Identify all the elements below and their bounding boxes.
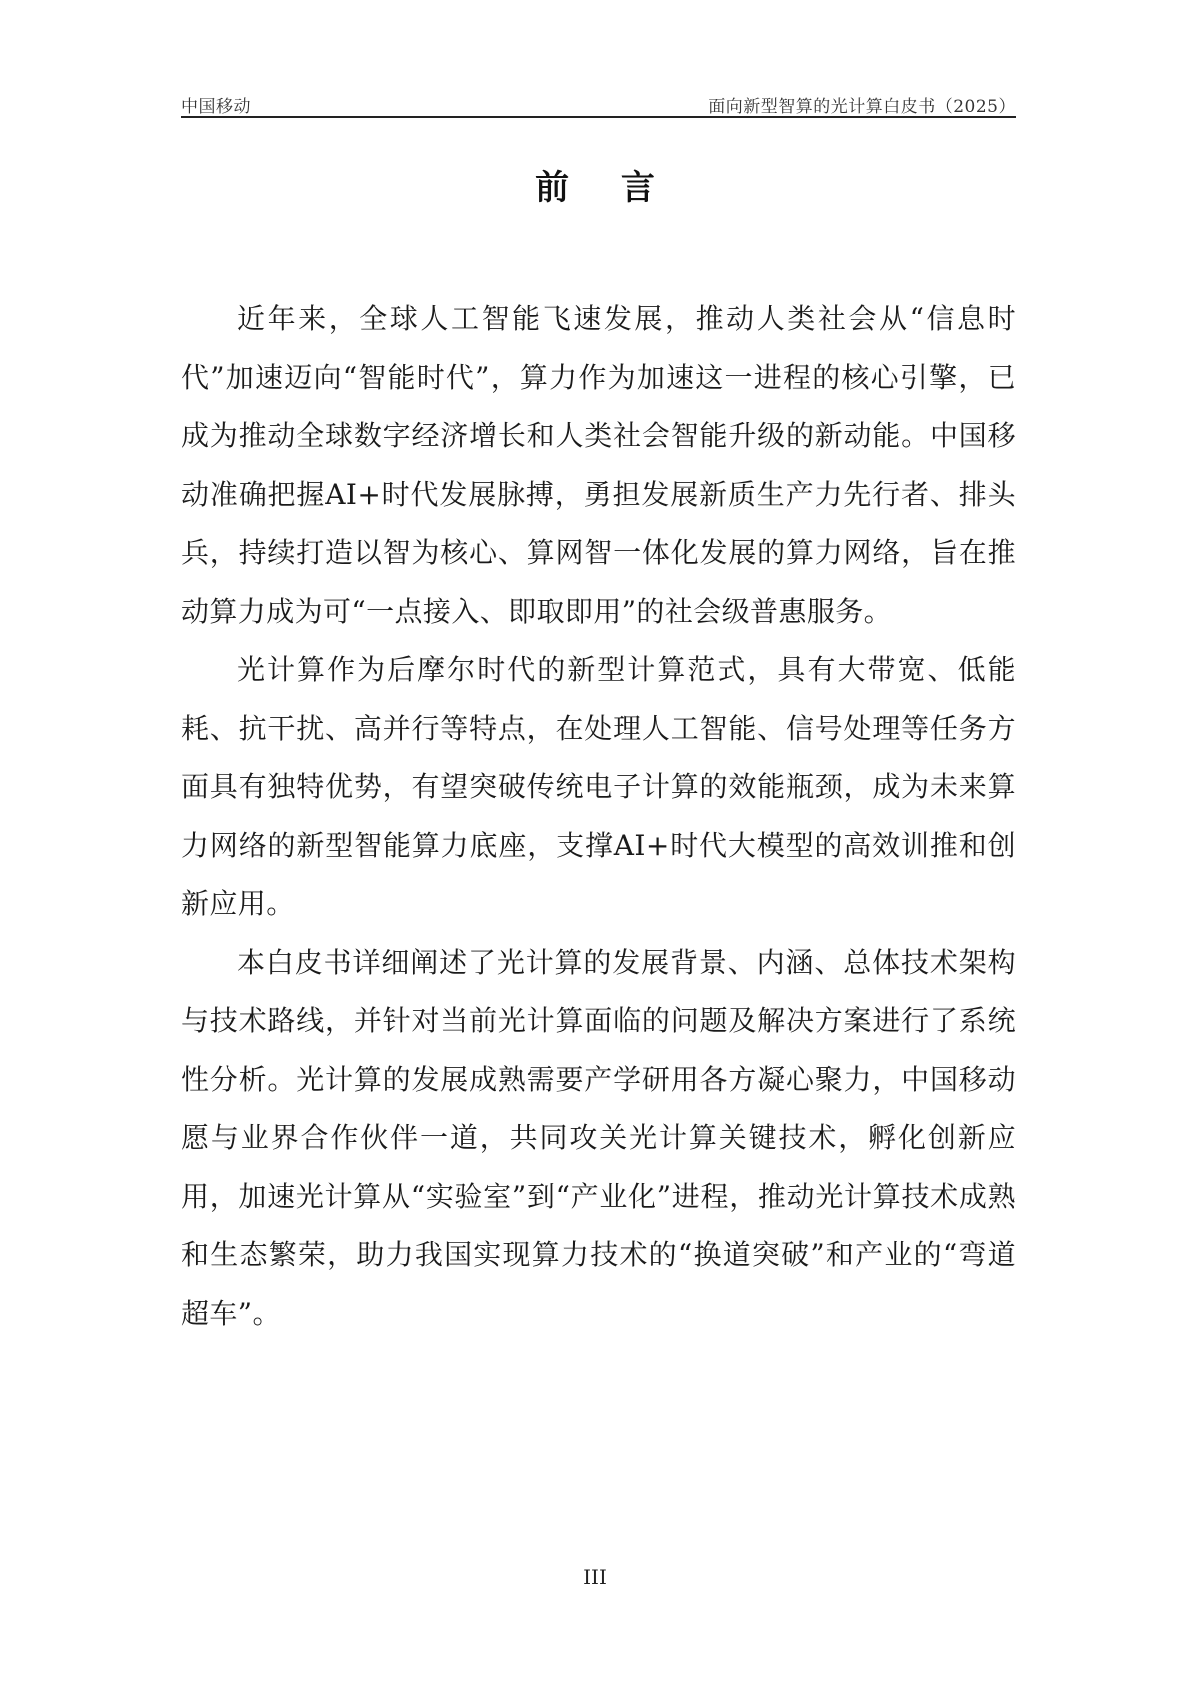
page-number: III <box>583 1565 607 1589</box>
preface-paragraph-1: 近年来，全球人工智能飞速发展，推动人类社会从“信息时代”加速迈向“智能时代”，算力作为加速这一进程的核心引擎，已成为推动全球数字经济增长和人类社会智能升级的新动能。中国移动准确把握AI+时代发展脉搏，勇担发展新质生产力先行者、排头兵，持续打造以智为核心、算网智一体化发展的算力网络，旨在推动算力成为可“一点接入、即取即用”的社会级普惠服务。 <box>181 302 1016 628</box>
page-header <box>181 86 1016 118</box>
header-organization: 中国移动 <box>181 97 251 117</box>
section-title: 前 言 <box>535 168 675 208</box>
preface-body <box>181 290 1016 1343</box>
preface-paragraph-2: 光计算作为后摩尔时代的新型计算范式，具有大带宽、低能耗、抗干扰、高并行等特点，在处理人工智能、信号处理等任务方面具有独特优势，有望突破传统电子计算的效能瓶颈，成为未来算力网络的新型智能算力底座，支撑AI+时代大模型的高效训推和创新应用。 <box>181 653 1016 920</box>
header-document-title: 面向新型智算的光计算白皮书（2025） <box>708 97 1016 117</box>
preface-paragraph-3: 本白皮书详细阐述了光计算的发展背景、内涵、总体技术架构与技术路线，并针对当前光计算面临的问题及解决方案进行了系统性分析。光计算的发展成熟需要产学研用各方凝心聚力，中国移动愿与业界合作伙伴一道，共同攻关光计算关键技术，孵化创新应用，加速光计算从“实验室”到“产业化”进程，推动光计算技术成熟和生态繁荣，助力我国实现算力技术的“换道突破”和产业的“弯道超车”。 <box>181 945 1016 1330</box>
